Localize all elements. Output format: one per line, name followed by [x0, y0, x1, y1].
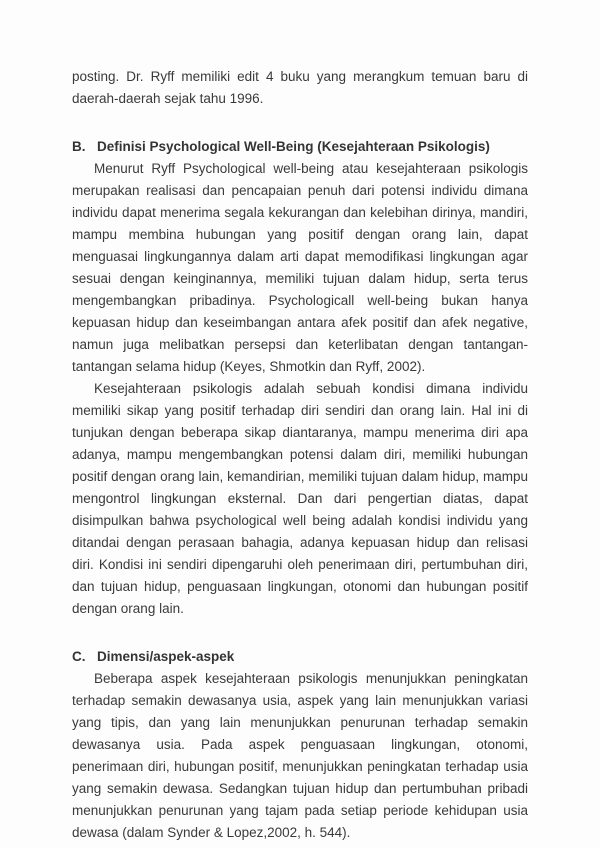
intro-paragraph: posting. Dr. Ryff memiliki edit 4 buku yang merangkum temuan baru di daerah-daerah sejak tahu 1996. — [72, 69, 528, 106]
section-dimensi — [72, 646, 528, 844]
section-b-paragraph-2: Kesejahteraan psikologis adalah sebuah kondisi dimana individu memiliki sikap yang positif terhadap diri sendiri dan orang lain. Hal ini di tunjukan dengan beberapa sikap diantaranya, mampu menerima diri apa adanya, mampu mengembangkan potensi dalam diri, memiliki hubungan positif dengan orang lain, kemandirian, memiliki tujuan dalam hidup, mampu mengontrol lingkungan eksternal. Dan dari pengertian diatas, dapat disimpulkan bahwa psychological well being adalah kondisi individu yang ditandai dengan perasaan bahagia, adanya kepuasan hidup dan relisasi diri. Kondisi ini sendiri dipengaruhi oleh penerimaan diri, pertumbuhan diri, dan tujuan hidup, penguasaan lingkungan, otonomi dan hubungan positif dengan orang lain. — [72, 381, 528, 616]
section-b-label: B. — [72, 139, 86, 154]
section-c-title: Dimensi/aspek-aspek — [97, 649, 235, 664]
section-b-title: Definisi Psychological Well-Being (Kesejahteraan Psikologis) — [97, 139, 490, 154]
section-b-paragraph-1: Menurut Ryff Psychological well-being atau kesejahteraan psikologis merupakan realisasi dan pencapaian penuh dari potensi individu dimana individu dapat menerima segala kekurangan dan kelebihan dirinya, mandiri, mampu membina hubungan yang positif dengan orang lain, dapat menguasai lingkungannya dalam arti dapat memodifikasi lingkungan agar sesuai dengan keinginannya, memiliki tujuan dalam hidup, serta terus mengembangkan pribadinya. Psychologicall well-being bukan hanya kepuasan hidup dan keseimbangan antara afek positif dan afek negative, namun juga melibatkan persepsi dan keterlibatan dengan tantangan-tantangan selama hidup (Keyes, Shmotkin dan Ryff, 2002). — [72, 161, 528, 374]
section-definisi — [72, 136, 528, 620]
section-c-body — [72, 668, 528, 844]
section-c-label: C. — [72, 649, 86, 664]
section-c-paragraph-1: Beberapa aspek kesejahteraan psikologis menunjukkan peningkatan terhadap semakin dewasanya usia, aspek yang lain menunjukkan variasi yang tipis, dan yang lain menunjukkan penurunan terhadap semakin dewasanya usia. Pada aspek penguasaan lingkungan, otonomi, penerimaan diri, hubungan positif, menunjukkan peningkatan terhadap usia yang semakin dewasa. Sedangkan tujuan hidup dan pertumbuhan pribadi menunjukkan penurunan yang tajam pada setiap periode kehidupan usia dewasa (dalam Synder & Lopez,2002, h. 544). — [72, 671, 528, 840]
section-b-body — [72, 158, 528, 620]
section-b-heading — [72, 136, 528, 158]
section-c-heading — [72, 646, 528, 668]
